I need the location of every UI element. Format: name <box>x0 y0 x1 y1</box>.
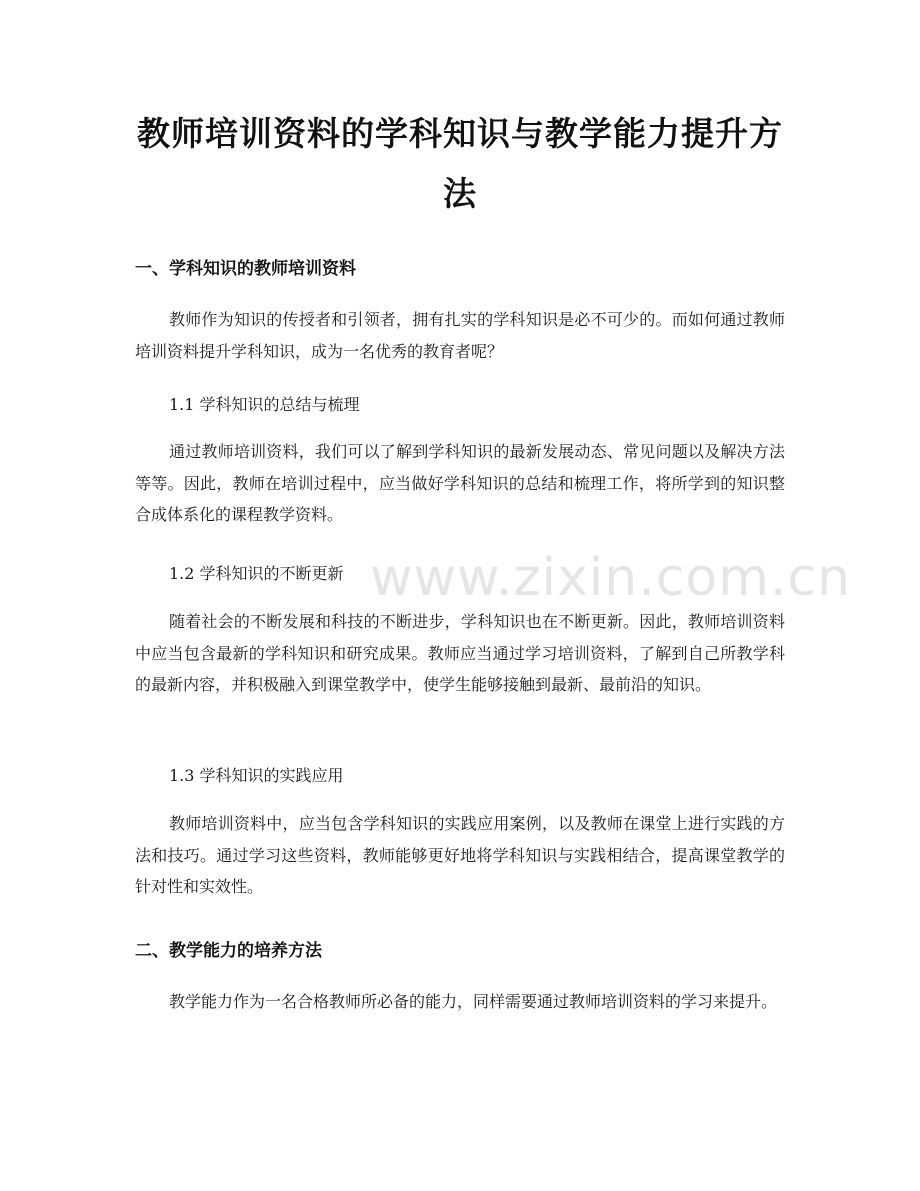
section-2-heading: 二、教学能力的培养方法 <box>135 941 322 961</box>
subsection-1-3-heading: 1.3 学科知识的实践应用 <box>169 766 344 785</box>
document-title: 教师培训资料的学科知识与教学能力提升方法 <box>137 114 783 213</box>
subsection-1-1-heading: 1.1 学科知识的总结与梳理 <box>169 395 360 414</box>
subsection-1-3-body: 教师培训资料中，应当包含学科知识的实践应用案例，以及教师在课堂上进行实践的方法和技巧。通过学习这些资料，教师能够更好地将学科知识与实践相结合，提高课堂教学的针对性和实效性。 <box>135 814 785 896</box>
subsection-1-2-body: 随着社会的不断发展和科技的不断进步，学科知识也在不断更新。因此，教师培训资料中应当包含最新的学科知识和研究成果。教师应当通过学习培训资料，了解到自己所教学科的最新内容，并积极融入到课堂教学中，使学生能够接触到最新、最前沿的知识。 <box>135 612 785 694</box>
section-1-heading: 一、学科知识的教师培训资料 <box>135 259 356 279</box>
subsection-1-1-body: 通过教师培训资料，我们可以了解到学科知识的最新发展动态、常见问题以及解决方法等等。因此，教师在培训过程中，应当做好学科知识的总结和梳理工作，将所学到的知识整合成体系化的课程教学资料。 <box>135 442 785 524</box>
watermark-text: www.zixin.com.cn <box>370 548 851 608</box>
subsection-1-2-heading: 1.2 学科知识的不断更新 <box>169 564 344 583</box>
section-2-intro: 教学能力作为一名合格教师所必备的能力，同样需要通过教师培训资料的学习来提升。 <box>169 992 778 1011</box>
section-1-intro: 教师作为知识的传授者和引领者，拥有扎实的学科知识是必不可少的。而如何通过教师培训资料提升学科知识，成为一名优秀的教育者呢？ <box>135 310 785 361</box>
